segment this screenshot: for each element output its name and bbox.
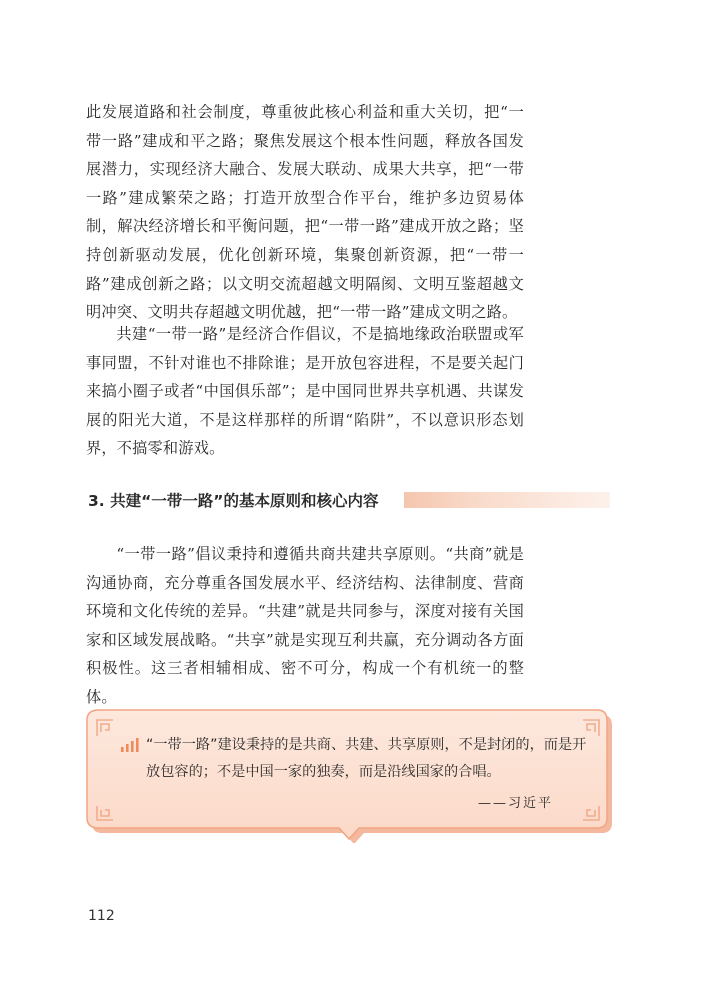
body-paragraph-3: “一带一路”倡议秉持和遵循共商共建共享原则。“共商”就是沟通协商，充分尊重各国发展水平、经济结构、法律制度、营商环境和文化传统的差异。“共建”就是共同参与，深度对接有关国家和区域发展战略。“共享”就是实现互利共赢，充分调动各方面积极性。这三者相辅相成、密不可分，构成一个有机统一的整体。 <box>86 545 524 706</box>
section-heading-text: 3. 共建“一带一路”的基本原则和核心内容 <box>88 492 379 510</box>
signal-bars-icon <box>121 738 141 752</box>
quote-text: “一带一路”建设秉持的是共商、共建、共享原则，不是封闭的，而是开放包容的；不是中国一家的独奏，而是沿线国家的合唱。 <box>146 737 587 780</box>
heading-accent-bar <box>404 492 610 508</box>
page-number: 112 <box>88 908 115 924</box>
body-paragraph-1: 此发展道路和社会制度，尊重彼此核心利益和重大关切，把“一带一路”建成和平之路；聚焦发展这个根本性问题，释放各国发展潜力，实现经济大融合、发展大联动、成果大共享，把“一带一路”建成繁荣之路；打造开放型合作平台，维护多边贸易体制，解决经济增长和平衡问题，把“一带一路”建成开放之路；坚持创新驱动发展，优化创新环境，集聚创新资源，把“一带一路”建成创新之路；以文明交流超越文明隔阂、文明互鉴超越文明冲突、文明共存超越文明优越，把“一带一路”建成文明之路。 <box>86 103 524 322</box>
quote-author: ——习近平 <box>477 796 553 811</box>
quote-box <box>85 708 613 843</box>
body-paragraph-2: 共建“一带一路”是经济合作倡议，不是搞地缘政治联盟或军事同盟，不针对谁也不排除谁；是开放包容进程，不是要关起门来搞小圈子或者“中国俱乐部”；是中国同世界共享机遇、共谋发展的阳光大道，不是这样那样的所谓“陷阱”，不以意识形态划界，不搞零和游戏。 <box>86 325 524 458</box>
section-heading <box>88 487 378 513</box>
